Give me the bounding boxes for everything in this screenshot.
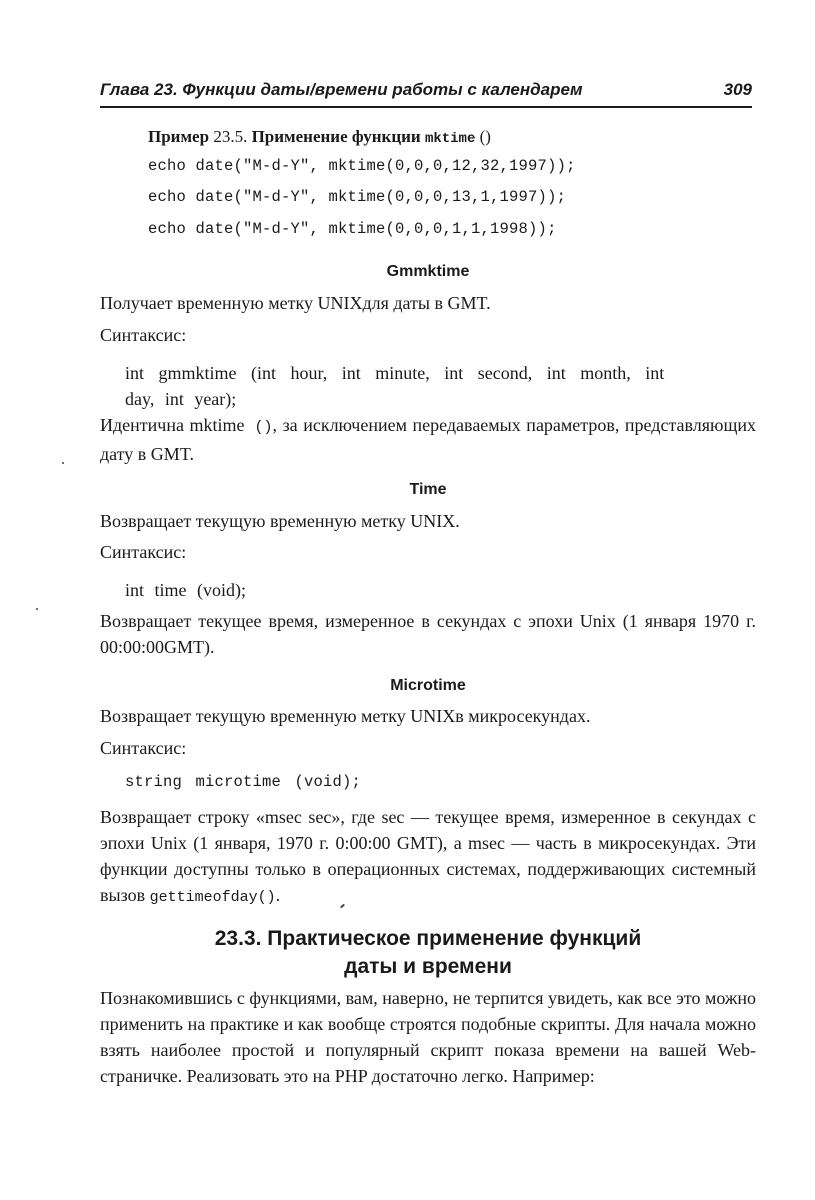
microtime-note-rest: . <box>275 885 281 905</box>
microtime-desc: Возвращает текущую временную метку UNIXв микросекундах. <box>100 706 591 726</box>
code-line: echo date("M-d-Y", mktime(0,0,0,1,1,1998)); <box>148 220 557 238</box>
gmmktime-note <box>100 412 756 467</box>
gmmktime-note-code: () <box>244 419 273 436</box>
example-title: Применение функции <box>251 127 421 146</box>
page-number: 309 <box>723 80 752 99</box>
example-caption <box>148 124 748 152</box>
time-syntax-label: Синтаксис: <box>100 542 187 562</box>
code-line: echo date("M-d-Y", mktime(0,0,0,12,32,1997)); <box>148 157 576 175</box>
gmmktime-syntax-label: Синтаксис: <box>100 325 187 345</box>
example-func: mktime <box>424 131 476 147</box>
section-heading-line-2: даты и времени <box>344 955 512 978</box>
microtime-note-text: Возвращает строку «msec sec», где sec — текущее время, измеренное в секундах с эпохи Unix (1 января, 1970 г. 0:00:00 GMT), а msec — часть в микросекундах. Эти функции доступны только в операционных системах, поддерживающих системный вызов <box>100 807 756 905</box>
gmmktime-heading: Gmmktime <box>386 263 470 280</box>
gmmktime-note-text: Идентична mktime <box>100 415 245 435</box>
section-heading <box>100 925 756 981</box>
microtime-syntax-label: Синтаксис: <box>100 738 187 758</box>
chapter-title: Глава 23. Функции даты/времени работы с календарем <box>100 80 583 99</box>
time-heading: Time <box>409 481 447 498</box>
example-label: Пример <box>148 127 210 146</box>
scan-speck <box>62 462 64 464</box>
scan-speck <box>36 608 38 610</box>
section-paragraph: Познакомившись с функциями, вам, наверно, не терпится увидеть, как все это можно применить на практике и как вообще строятся подобные скрипты. Для начала можно взять наиболее простой и популярный скрипт показа времени на вашей Web-страничке. Реализовать это на PHP достаточно легко. Например: <box>100 988 756 1086</box>
microtime-note-code: gettimeofday() <box>149 889 276 906</box>
example-parens: () <box>475 127 491 146</box>
running-header <box>100 78 752 108</box>
gmmktime-desc: Получает временную метку UNIXдля даты в GMT. <box>100 293 491 313</box>
gmmktime-signature <box>125 360 719 412</box>
time-desc: Возвращает текущую временную метку UNIX. <box>100 511 460 531</box>
time-note: Возвращает текущее время, измеренное в секундах с эпохи Unix (1 января 1970 г. 00:00:00GMT). <box>100 611 756 657</box>
microtime-note <box>100 804 756 911</box>
gmmktime-signature-line-2: day, int year); <box>125 389 237 409</box>
gmmktime-note-rest: , за исключением передаваемых параметров, представляющих дату в GMT. <box>100 415 756 464</box>
time-signature: int time (void); <box>125 580 246 600</box>
microtime-signature: string microtime (void); <box>125 773 362 791</box>
microtime-heading: Microtime <box>390 677 466 694</box>
gmmktime-signature-line-1: int gmmktime (int hour, int minute, int second, int month, int <box>125 363 665 383</box>
example-number: 23.5. <box>213 127 248 146</box>
section-heading-line-1: 23.3. Практическое применение функций <box>214 927 642 950</box>
code-line: echo date("M-d-Y", mktime(0,0,0,13,1,1997)); <box>148 188 567 206</box>
